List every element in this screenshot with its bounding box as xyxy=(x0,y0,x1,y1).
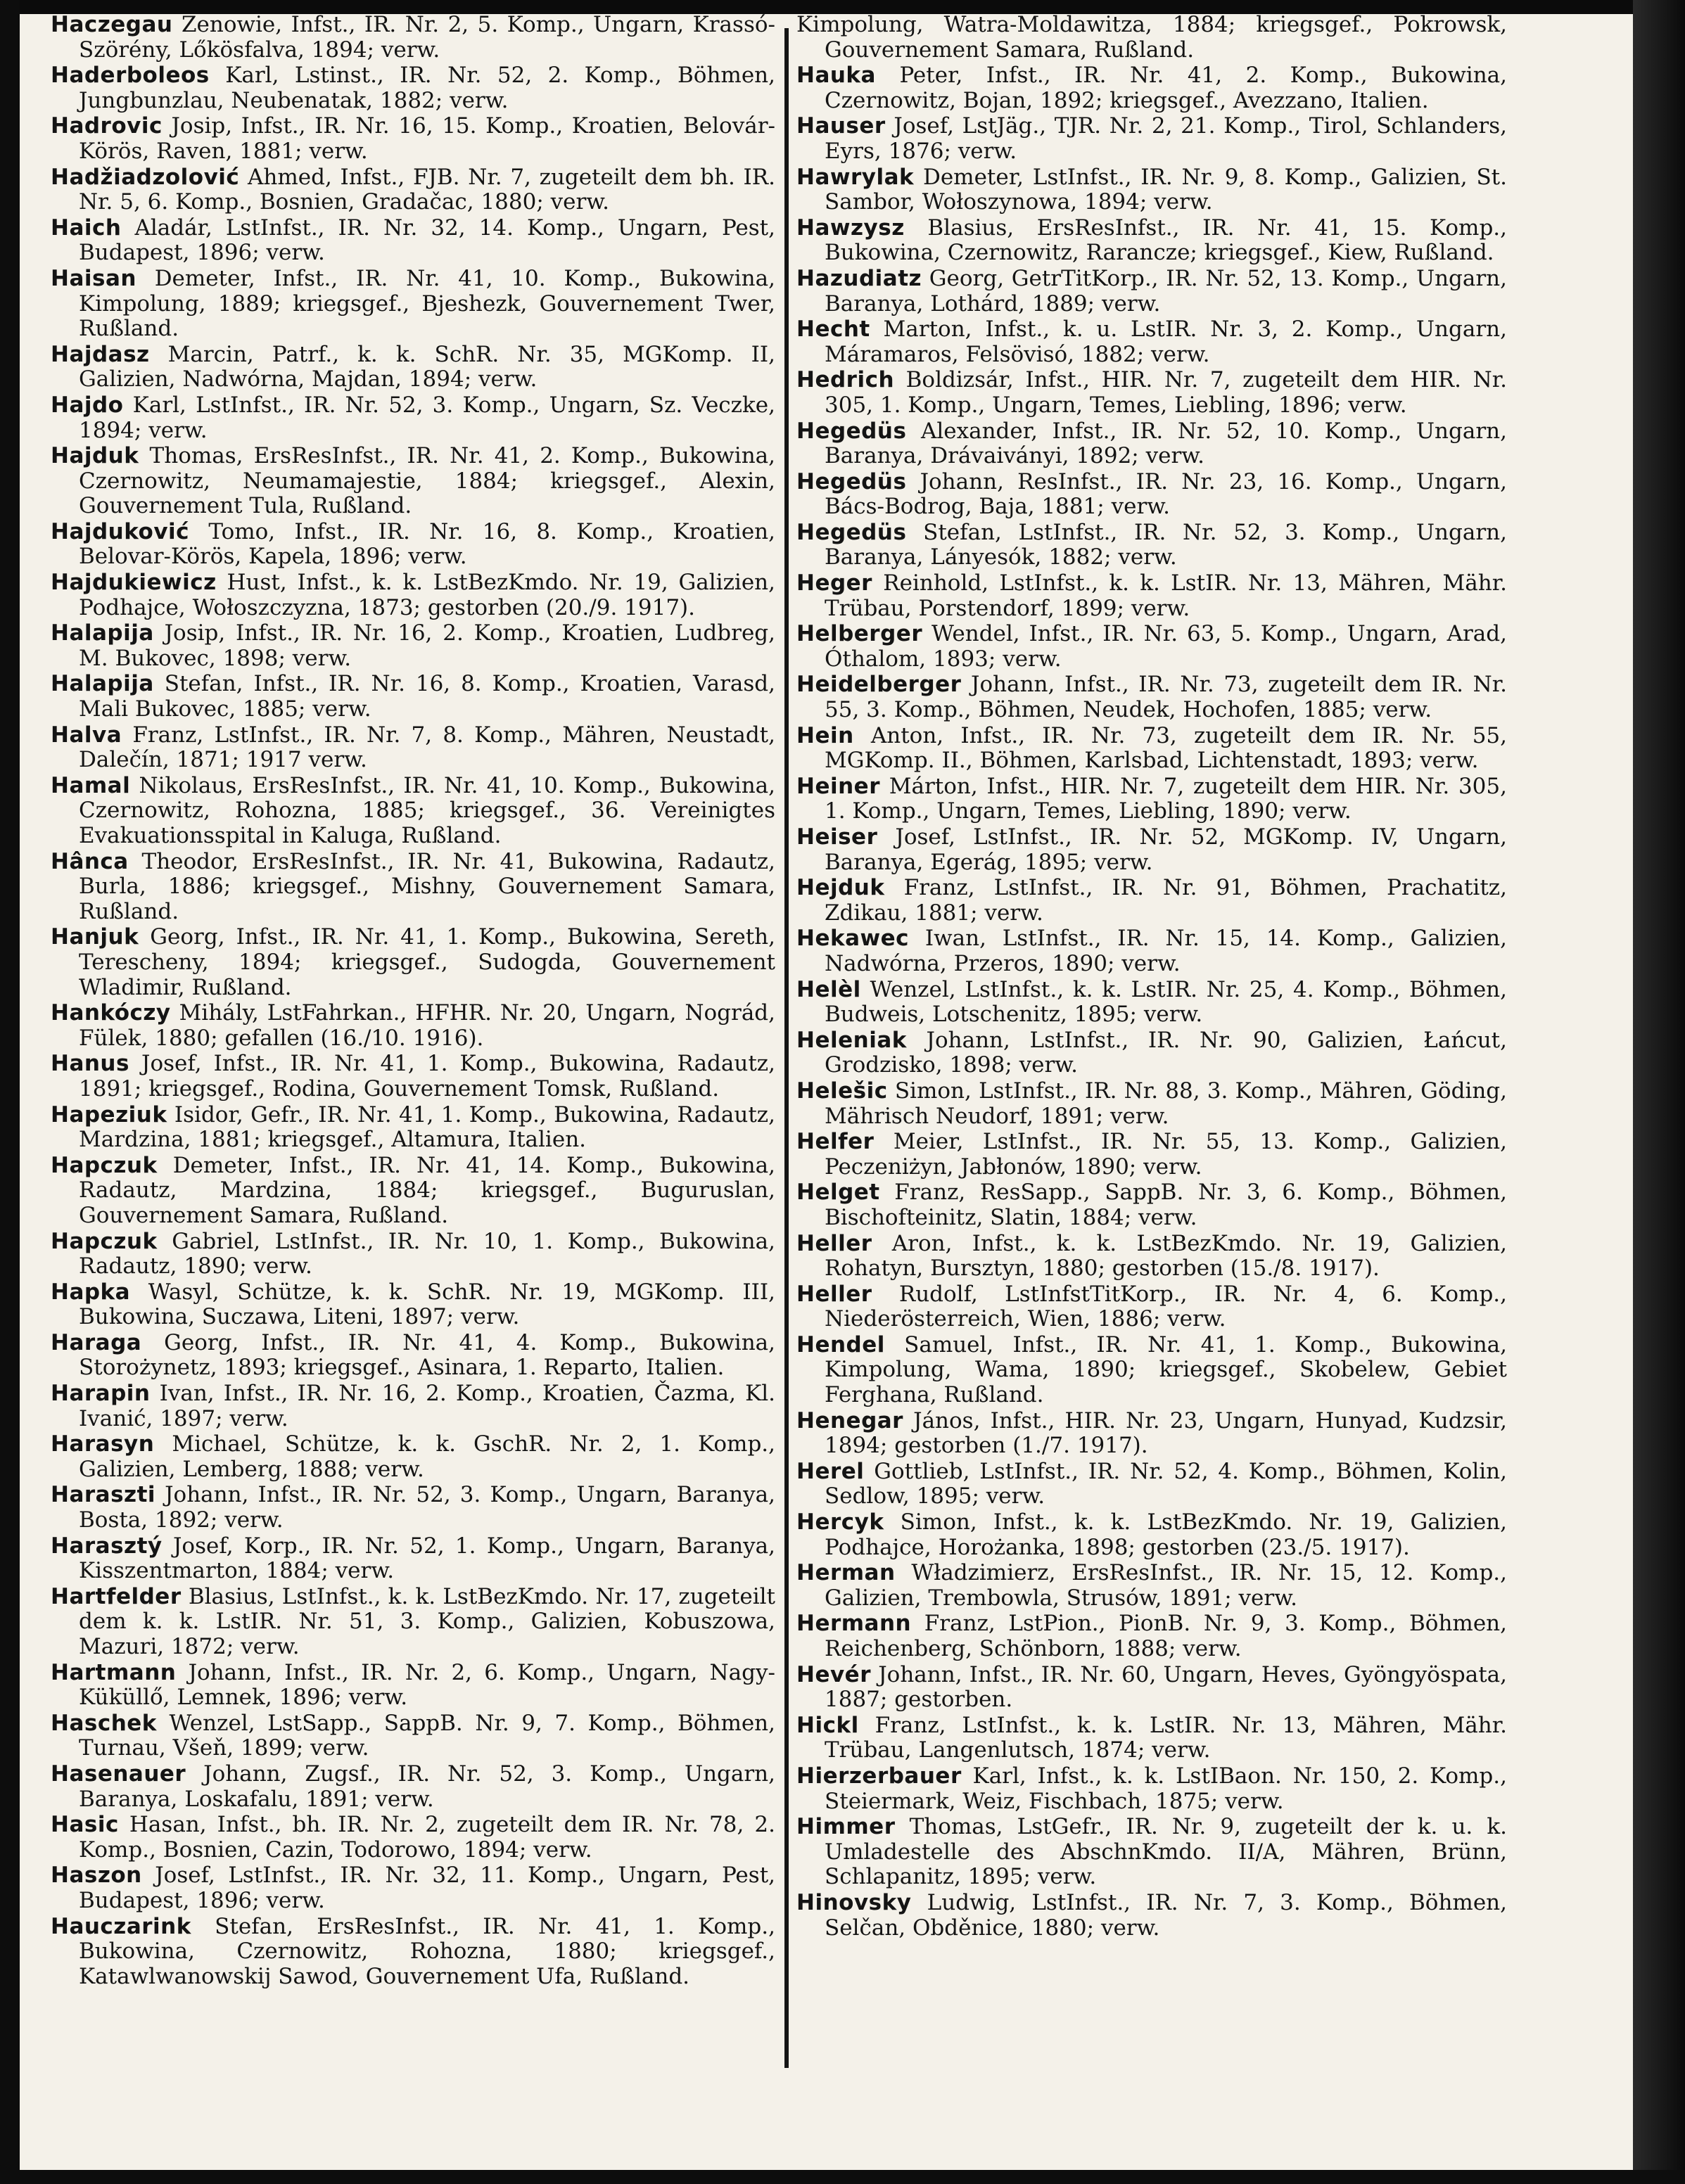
entry-details: Mihály, LstFahrkan., HFHR. Nr. 20, Ungarn, Nográd, Fülek, 1880; gefallen (16./10. 1916). xyxy=(79,1000,775,1051)
entry-details: Peter, Infst., IR. Nr. 41, 2. Komp., Bukowina, Czernowitz, Bojan, 1892; kriegsgef., Avezzano, Italien. xyxy=(825,63,1507,113)
list-entry xyxy=(51,1052,775,1101)
list-entry xyxy=(796,622,1507,672)
entry-details: Johann, Zugsf., IR. Nr. 52, 3. Komp., Ungarn, Baranya, Loskafalu, 1891; verw. xyxy=(79,1761,775,1812)
entry-surname: Hercyk xyxy=(796,1509,884,1535)
entry-surname: Hajdasz xyxy=(51,341,150,367)
entry-details: Franz, LstInfst., IR. Nr. 7, 8. Komp., Mähren, Neustadt, Dalečín, 1871; 1917 verw. xyxy=(79,722,775,773)
entry-surname: Hazudiatz xyxy=(796,265,922,291)
entry-surname: Hartfelder xyxy=(51,1583,182,1609)
list-entry xyxy=(796,926,1507,976)
entry-details: Josef, LstInfst., IR. Nr. 52, MGKomp. IV, Ungarn, Baranya, Egerág, 1895; verw. xyxy=(825,824,1507,875)
list-entry xyxy=(796,1663,1507,1713)
entry-surname: Hankóczy xyxy=(51,1000,171,1026)
entry-details: Karl, Lstinst., IR. Nr. 52, 2. Komp., Böhmen, Jungbunzlau, Neubenatak, 1882; verw. xyxy=(79,63,775,113)
entry-details: Alexander, Infst., IR. Nr. 52, 10. Komp., Ungarn, Baranya, Drávaiványi, 1892; verw. xyxy=(825,418,1507,469)
entry-surname: Hauka xyxy=(796,63,876,89)
entry-surname: Hapeziuk xyxy=(51,1101,167,1128)
entry-surname: Halapija xyxy=(51,620,154,646)
entry-details: Ludwig, LstInfst., IR. Nr. 7, 3. Komp., Böhmen, Selčan, Obděnice, 1880; verw. xyxy=(825,1889,1507,1941)
entry-surname: Halva xyxy=(51,722,122,748)
entry-surname: Halapija xyxy=(51,671,154,697)
list-entry xyxy=(796,114,1507,164)
entry-surname: Heger xyxy=(796,570,872,596)
entry-surname: Harasztý xyxy=(51,1533,163,1559)
entry-surname: Hajduković xyxy=(51,518,190,544)
entry-details: Franz, LstInfst., k. k. LstIR. Nr. 13, Mähren, Mähr. Trübau, Langenlutsch, 1874; verw. xyxy=(825,1712,1507,1763)
list-entry xyxy=(796,1815,1507,1890)
list-entry xyxy=(796,672,1507,722)
entry-surname: Hekawec xyxy=(796,926,910,952)
list-entry xyxy=(51,1483,775,1533)
entry-details: Josef, LstInfst., IR. Nr. 32, 11. Komp., Ungarn, Pest, Budapest, 1896; verw. xyxy=(79,1863,775,1913)
entry-details: Meier, LstInfst., IR. Nr. 55, 13. Komp., Galizien, Peczeniżyn, Jabłonów, 1890; verw. xyxy=(825,1129,1507,1180)
list-entry xyxy=(51,1915,775,1990)
entry-surname: Hauser xyxy=(796,113,886,139)
scan-left-border xyxy=(0,0,20,2184)
list-entry xyxy=(51,393,775,443)
list-entry xyxy=(796,419,1507,469)
list-entry xyxy=(51,1661,775,1711)
entry-details: Ivan, Infst., IR. Nr. 16, 2. Komp., Kroatien, Čazma, Kl. Ivanić, 1897; verw. xyxy=(79,1381,775,1431)
list-entry xyxy=(51,672,775,722)
entry-details: Michael, Schütze, k. k. GschR. Nr. 2, 1. Komp., Galizien, Lemberg, 1888; verw. xyxy=(79,1431,775,1482)
entry-details: Karl, Infst., k. k. LstIBaon. Nr. 150, 2. Komp., Steiermark, Weiz, Fischbach, 1875; verw. xyxy=(825,1763,1507,1814)
entry-surname: Helberger xyxy=(796,621,923,647)
entry-surname: Herman xyxy=(796,1560,896,1586)
list-entry xyxy=(796,1333,1507,1408)
entry-surname: Hasic xyxy=(51,1812,119,1838)
entry-surname: Helget xyxy=(796,1180,880,1206)
entry-surname: Harapin xyxy=(51,1381,151,1407)
entry-details: Josef, Infst., IR. Nr. 41, 1. Komp., Bukowina, Radautz, 1891; kriegsgef., Rodina, Gouvernement Tomsk, Rußland. xyxy=(79,1051,775,1101)
scan-bottom-border xyxy=(0,2170,1685,2184)
entry-details: Johann, LstInfst., IR. Nr. 90, Galizien, Łańcut, Grodzisko, 1898; verw. xyxy=(825,1027,1507,1078)
entry-surname: Hawrylak xyxy=(796,164,915,190)
entry-details: Hasan, Infst., bh. IR. Nr. 2, zugeteilt dem IR. Nr. 78, 2. Komp., Bosnien, Cazin, Todorowo, 1894; verw. xyxy=(79,1812,775,1863)
entry-surname: Hajduk xyxy=(51,443,139,469)
list-entry xyxy=(51,1432,775,1482)
entry-details: Isidor, Gefr., IR. Nr. 41, 1. Komp., Bukowina, Radautz, Mardzina, 1881; kriegsgef., Altamura, Italien. xyxy=(79,1101,775,1153)
list-entry xyxy=(51,267,775,342)
list-entry xyxy=(796,1282,1507,1332)
entry-surname: Hejduk xyxy=(796,875,885,901)
list-entry xyxy=(796,470,1507,520)
entry-surname: Hegedüs xyxy=(796,519,907,545)
list-entry xyxy=(51,63,775,113)
entry-details: Márton, Infst., HIR. Nr. 7, zugeteilt dem HIR. Nr. 305, 1. Komp., Ungarn, Temes, Liebling, 1890; verw. xyxy=(825,773,1507,824)
list-entry xyxy=(51,165,775,215)
entry-details: Johann, Infst., IR. Nr. 2, 6. Komp., Ungarn, Nagy-Küküllő, Lemnek, 1896; verw. xyxy=(79,1659,775,1711)
entry-details: Franz, LstInfst., IR. Nr. 91, Böhmen, Prachatitz, Zdikau, 1881; verw. xyxy=(825,875,1507,926)
entry-details: Johann, Infst., IR. Nr. 73, zugeteilt dem IR. Nr. 55, 3. Komp., Böhmen, Neudek, Hochofen, 1885; verw. xyxy=(825,672,1507,723)
entry-details: Aron, Infst., k. k. LstBezKmdo. Nr. 19, Galizien, Rohatyn, Bursztyn, 1880; gestorben (15./8. 1917). xyxy=(825,1230,1507,1282)
entry-surname: Haderboleos xyxy=(51,63,210,89)
entry-details: Kimpolung, Watra-Moldawitza, 1884; kriegsgef., Pokrowsk, Gouvernement Samara, Rußland. xyxy=(796,13,1507,63)
entry-surname: Heiser xyxy=(796,824,878,850)
list-entry xyxy=(796,63,1507,113)
entry-surname: Heller xyxy=(796,1281,872,1307)
entry-surname: Hickl xyxy=(796,1712,859,1738)
entry-surname: Haraszti xyxy=(51,1482,156,1508)
entry-surname: Heidelberger xyxy=(796,672,962,698)
list-entry xyxy=(796,216,1507,266)
entry-details: Anton, Infst., IR. Nr. 73, zugeteilt dem IR. Nr. 55, MGKomp. II., Böhmen, Karlsbad, Lichtenstadt, 1893; verw. xyxy=(825,722,1507,774)
entry-surname: Hapczuk xyxy=(51,1152,158,1178)
entry-details: Franz, LstPion., PionB. Nr. 9, 3. Komp., Böhmen, Reichenberg, Schönborn, 1888; verw. xyxy=(825,1611,1507,1661)
entry-surname: Helfer xyxy=(796,1129,875,1155)
list-entry xyxy=(796,317,1507,367)
entry-details: Samuel, Infst., IR. Nr. 41, 1. Komp., Bukowina, Kimpolung, Wama, 1890; kriegsgef., Skobelew, Gebiet Ferghana, Rußland. xyxy=(825,1332,1507,1408)
entry-surname: Hedrich xyxy=(796,367,895,393)
entry-details: Władzimierz, ErsResInfst., IR. Nr. 15, 12. Komp., Galizien, Trembowla, Strusów, 1891; verw. xyxy=(825,1560,1507,1611)
entry-surname: Hawzysz xyxy=(796,215,905,241)
entry-surname: Hegedüs xyxy=(796,418,907,444)
list-entry xyxy=(796,876,1507,926)
entry-details: Georg, Infst., IR. Nr. 41, 1. Komp., Bukowina, Sereth, Terescheny, 1894; kriegsgef., Sudogda, Gouvernement Wladimir, Rußland. xyxy=(79,924,775,1000)
entry-details: Blasius, LstInfst., k. k. LstBezKmdo. Nr. 17, zugeteilt dem k. k. LstIR. Nr. 51, 3. Komp., Galizien, Kobuszowa, Mazuri, 1872; verw. xyxy=(79,1583,775,1659)
entry-surname: Hendel xyxy=(796,1332,885,1358)
list-entry xyxy=(51,1863,775,1913)
entry-surname: Heiner xyxy=(796,773,880,799)
entry-details: Thomas, ErsResInfst., IR. Nr. 41, 2. Komp., Bukowina, Czernowitz, Neumamajestie, 1884; kriegsgef., Alexin, Gouvernement Tula, Rußland. xyxy=(79,443,775,519)
entry-details: Marton, Infst., k. u. LstIR. Nr. 3, 2. Komp., Ungarn, Máramaros, Felsövisó, 1882; verw. xyxy=(825,317,1507,367)
entry-surname: Hajdo xyxy=(51,392,124,418)
list-entry xyxy=(796,1028,1507,1078)
entry-details: Franz, ResSapp., SappB. Nr. 3, 6. Komp., Böhmen, Bischofteinitz, Slatin, 1884; verw. xyxy=(825,1180,1507,1230)
entry-surname: Hermann xyxy=(796,1611,912,1637)
list-entry xyxy=(51,444,775,519)
list-entry xyxy=(51,1103,775,1153)
entry-surname: Hânca xyxy=(51,848,129,874)
list-entry xyxy=(796,774,1507,824)
list-entry xyxy=(51,1280,775,1330)
entry-details: Wenzel, LstSapp., SappB. Nr. 9, 7. Komp., Böhmen, Turnau, Všeň, 1899; verw. xyxy=(79,1710,775,1761)
list-entry xyxy=(51,1711,775,1761)
entry-surname: Hadžiadzolović xyxy=(51,164,240,190)
entry-details: Johann, Infst., IR. Nr. 60, Ungarn, Heves, Gyöngyöspata, 1887; gestorben. xyxy=(825,1661,1507,1713)
entry-details: Hust, Infst., k. k. LstBezKmdo. Nr. 19, Galizien, Podhajce, Wołoszczyzna, 1873; gestorben (20./9. 1917). xyxy=(79,570,775,620)
list-entry xyxy=(51,723,775,773)
entry-details: Josef, Korp., IR. Nr. 52, 1. Komp., Ungarn, Baranya, Kisszentmarton, 1884; verw. xyxy=(79,1533,775,1584)
entry-details: Demeter, LstInfst., IR. Nr. 9, 8. Komp., Galizien, St. Sambor, Wołoszynowa, 1894; verw. xyxy=(825,164,1507,215)
list-entry xyxy=(51,1001,775,1051)
entry-surname: Hamal xyxy=(51,772,131,798)
entry-surname: Haszon xyxy=(51,1863,142,1889)
list-entry xyxy=(51,1585,775,1660)
entry-surname: Hanjuk xyxy=(51,924,139,950)
entry-surname: Hegedüs xyxy=(796,468,907,494)
entry-surname: Hartmann xyxy=(51,1659,177,1685)
entry-details: Gottlieb, LstInfst., IR. Nr. 52, 4. Komp., Böhmen, Kolin, Sedlow, 1895; verw. xyxy=(825,1458,1507,1509)
list-entry xyxy=(796,1891,1507,1941)
entry-surname: Hein xyxy=(796,722,854,748)
entry-details: Aladár, LstInfst., IR. Nr. 32, 14. Komp., Ungarn, Pest, Budapest, 1896; verw. xyxy=(79,215,775,266)
list-entry xyxy=(51,925,775,1000)
entry-details: Ahmed, Infst., FJB. Nr. 7, zugeteilt dem bh. IR. Nr. 5, 6. Komp., Bosnien, Gradačac, 1880; verw. xyxy=(79,164,775,215)
column-divider xyxy=(784,28,789,2068)
list-entry xyxy=(51,520,775,570)
list-entry xyxy=(796,13,1507,63)
entry-details: Karl, LstInfst., IR. Nr. 52, 3. Komp., Ungarn, Sz. Veczke, 1894; verw. xyxy=(79,392,775,443)
list-entry xyxy=(796,1409,1507,1459)
entry-details: Josef, LstJäg., TJR. Nr. 2, 21. Komp., Tirol, Schlanders, Eyrs, 1876; verw. xyxy=(825,113,1507,164)
entry-details: Stefan, LstInfst., IR. Nr. 52, 3. Komp., Ungarn, Baranya, Lányesók, 1882; verw. xyxy=(825,519,1507,570)
entry-surname: Haich xyxy=(51,215,122,241)
list-entry xyxy=(796,825,1507,875)
entry-surname: Harasyn xyxy=(51,1431,155,1457)
entry-details: Marcin, Patrf., k. k. SchR. Nr. 35, MGKomp. II, Galizien, Nadwórna, Majdan, 1894; verw. xyxy=(79,341,775,392)
entry-surname: Helešic xyxy=(796,1078,888,1104)
list-entry xyxy=(51,1762,775,1812)
entry-surname: Hecht xyxy=(796,317,870,343)
list-entry xyxy=(51,850,775,925)
entry-surname: Heleniak xyxy=(796,1027,907,1053)
entry-details: Simon, Infst., k. k. LstBezKmdo. Nr. 19, Galizien, Podhajce, Horożanka, 1898; gestorben (23./5. 1917). xyxy=(825,1509,1507,1560)
entry-surname: Hevér xyxy=(796,1661,871,1687)
list-entry xyxy=(51,774,775,849)
entry-details: Tomo, Infst., IR. Nr. 16, 8. Komp., Kroatien, Belovar-Körös, Kapela, 1896; verw. xyxy=(79,518,775,570)
list-entry xyxy=(796,1510,1507,1560)
list-entry xyxy=(51,1813,775,1863)
entry-surname: Herel xyxy=(796,1458,865,1484)
entry-details: Georg, GetrTitKorp., IR. Nr. 52, 13. Komp., Ungarn, Baranya, Lothárd, 1889; verw. xyxy=(825,265,1507,317)
left-column xyxy=(51,13,775,2095)
entry-details: Rudolf, LstInfstTitKorp., IR. Nr. 4, 6. Komp., Niederösterreich, Wien, 1886; verw. xyxy=(825,1281,1507,1332)
entry-details: Blasius, ErsResInfst., IR. Nr. 41, 15. Komp., Bukowina, Czernowitz, Rarancze; kriegsgef., Kiew, Rußland. xyxy=(825,215,1507,266)
list-entry xyxy=(796,165,1507,215)
entry-surname: Haraga xyxy=(51,1329,142,1355)
list-entry xyxy=(796,521,1507,570)
list-entry xyxy=(796,1460,1507,1509)
list-entry xyxy=(51,570,775,620)
list-entry xyxy=(796,1713,1507,1763)
list-entry xyxy=(796,1130,1507,1180)
entry-surname: Hapka xyxy=(51,1279,131,1305)
entry-details: Stefan, ErsResInfst., IR. Nr. 41, 1. Komp., Bukowina, Czernowitz, Rohozna, 1880; kriegsgef., Katawlwanowskij Sawod, Gouvernement Ufa, Rußland. xyxy=(79,1913,775,1989)
list-entry xyxy=(796,267,1507,317)
entry-details: Demeter, Infst., IR. Nr. 41, 10. Komp., Bukowina, Kimpolung, 1889; kriegsgef., Bjeshezk, Gouvernement Twer, Rußland. xyxy=(79,265,775,342)
entry-surname: Himmer xyxy=(796,1814,896,1840)
list-entry xyxy=(796,571,1507,621)
entry-details: Wasyl, Schütze, k. k. SchR. Nr. 19, MGKomp. III, Bukowina, Suczawa, Liteni, 1897; verw. xyxy=(79,1279,775,1330)
entry-surname: Hinovsky xyxy=(796,1889,912,1915)
entry-surname: Hauczarink xyxy=(51,1913,191,1939)
entry-surname: Hajdukiewicz xyxy=(51,570,217,596)
entry-surname: Heller xyxy=(796,1230,872,1256)
entry-surname: Haisan xyxy=(51,265,136,291)
entry-details: Theodor, ErsResInfst., IR. Nr. 41, Bukowina, Radautz, Burla, 1886; kriegsgef., Mishny, Gouvernement Samara, Rußland. xyxy=(79,848,775,924)
entry-details: Stefan, Infst., IR. Nr. 16, 8. Komp., Kroatien, Varasd, Mali Bukovec, 1885; verw. xyxy=(79,671,775,722)
entry-details: Reinhold, LstInfst., k. k. LstIR. Nr. 13, Mähren, Mähr. Trübau, Porstendorf, 1899; verw. xyxy=(825,570,1507,621)
entry-details: Zenowie, Infst., IR. Nr. 2, 5. Komp., Ungarn, Krassó-Szörény, Lőkösfalva, 1894; verw. xyxy=(79,13,775,63)
list-entry xyxy=(51,621,775,671)
list-entry xyxy=(51,1534,775,1584)
entry-details: János, Infst., HIR. Nr. 23, Ungarn, Hunyad, Kudzsir, 1894; gestorben (1./7. 1917). xyxy=(825,1407,1507,1459)
entry-details: Simon, LstInfst., IR. Nr. 88, 3. Komp., Mähren, Göding, Mährisch Neudorf, 1891; verw. xyxy=(825,1078,1507,1129)
list-entry xyxy=(51,1154,775,1229)
right-column xyxy=(796,13,1507,2095)
list-entry xyxy=(51,216,775,266)
entry-details: Nikolaus, ErsResInfst., IR. Nr. 41, 10. Komp., Bukowina, Czernowitz, Rohozna, 1885; kriegsgef., 36. Vereinigtes Evakuationsspital in Kaluga, Rußland. xyxy=(79,772,775,848)
list-entry xyxy=(796,1232,1507,1282)
entry-details: Josip, Infst., IR. Nr. 16, 15. Komp., Kroatien, Belovár-Körös, Raven, 1881; verw. xyxy=(79,113,775,164)
entry-details: Josip, Infst., IR. Nr. 16, 2. Komp., Kroatien, Ludbreg, M. Bukovec, 1898; verw. xyxy=(79,620,775,671)
list-entry xyxy=(796,978,1507,1028)
list-entry xyxy=(51,13,775,63)
list-entry xyxy=(796,1561,1507,1611)
entry-details: Demeter, Infst., IR. Nr. 41, 14. Komp., Bukowina, Radautz, Mardzina, 1884; kriegsgef., Buguruslan, Gouvernement Samara, Rußland. xyxy=(79,1152,775,1228)
list-entry xyxy=(51,1230,775,1279)
entry-surname: Haczegau xyxy=(51,13,173,37)
entry-surname: Helèl xyxy=(796,976,861,1002)
entry-details: Johann, Infst., IR. Nr. 52, 3. Komp., Ungarn, Baranya, Bosta, 1892; verw. xyxy=(79,1482,775,1533)
entry-details: Georg, Infst., IR. Nr. 41, 4. Komp., Bukowina, Storożynetz, 1893; kriegsgef., Asinara, 1. Reparto, Italien. xyxy=(79,1329,775,1381)
entry-surname: Hasenauer xyxy=(51,1761,186,1787)
list-entry xyxy=(51,1331,775,1381)
scan-top-border xyxy=(0,0,1685,14)
list-entry xyxy=(796,724,1507,774)
entry-details: Wenzel, LstInfst., k. k. LstIR. Nr. 25, 4. Komp., Böhmen, Budweis, Lotschenitz, 1895; verw. xyxy=(825,976,1507,1028)
list-entry xyxy=(796,1079,1507,1129)
list-entry xyxy=(796,1180,1507,1230)
list-entry xyxy=(796,1611,1507,1661)
entry-surname: Haschek xyxy=(51,1710,157,1736)
entry-surname: Henegar xyxy=(796,1407,903,1433)
list-entry xyxy=(51,343,775,392)
entry-surname: Hierzerbauer xyxy=(796,1763,962,1789)
entry-details: Boldizsár, Infst., HIR. Nr. 7, zugeteilt dem HIR. Nr. 305, 1. Komp., Ungarn, Temes, Liebling, 1896; verw. xyxy=(825,367,1507,418)
entry-details: Johann, ResInfst., IR. Nr. 23, 16. Komp., Ungarn, Bács-Bodrog, Baja, 1881; verw. xyxy=(825,468,1507,520)
scan-right-border xyxy=(1633,0,1685,2184)
entry-details: Thomas, LstGefr., IR. Nr. 9, zugeteilt der k. u. k. Umladestelle des AbschnKmdo. II/A, Mähren, Brünn, Schlapanitz, 1895; verw. xyxy=(825,1814,1507,1890)
list-entry xyxy=(796,368,1507,418)
entry-details: Wendel, Infst., IR. Nr. 63, 5. Komp., Ungarn, Arad, Óthalom, 1893; verw. xyxy=(825,621,1507,672)
entry-details: Gabriel, LstInfst., IR. Nr. 10, 1. Komp., Bukowina, Radautz, 1890; verw. xyxy=(79,1228,775,1279)
entry-surname: Hadrovic xyxy=(51,113,163,139)
entry-details: Iwan, LstInfst., IR. Nr. 15, 14. Komp., Galizien, Nadwórna, Przeros, 1890; verw. xyxy=(825,926,1507,976)
entry-surname: Hanus xyxy=(51,1051,129,1077)
entry-surname: Hapczuk xyxy=(51,1228,158,1254)
list-entry xyxy=(51,1381,775,1431)
list-entry xyxy=(796,1764,1507,1814)
list-entry xyxy=(51,114,775,164)
